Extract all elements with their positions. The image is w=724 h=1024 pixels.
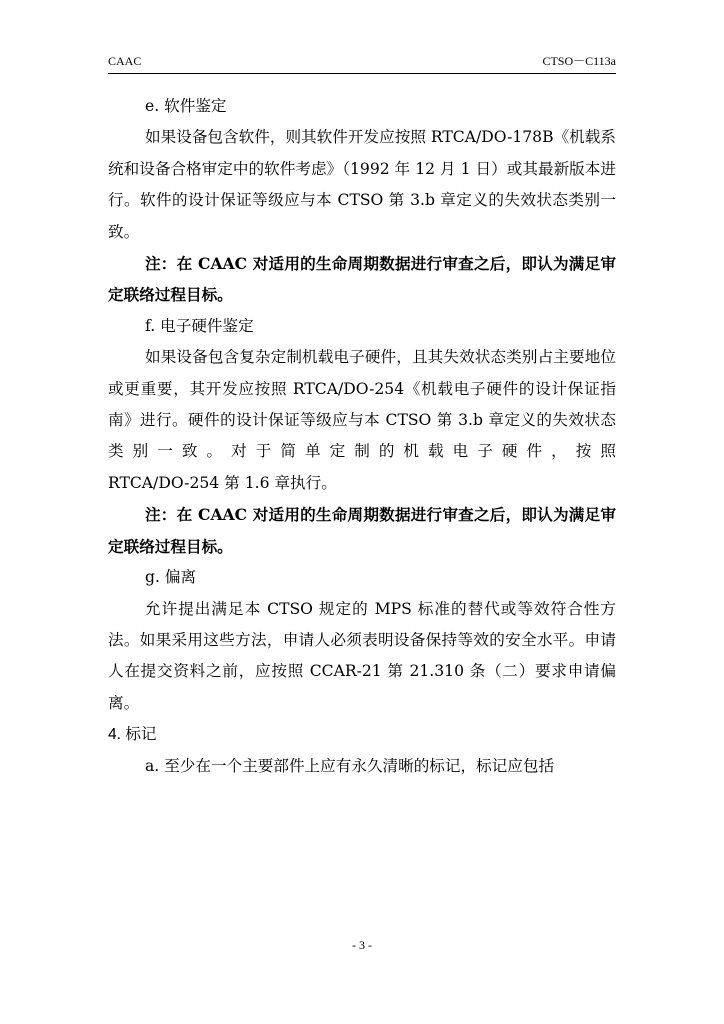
section-f-paragraph: 如果设备包含复杂定制机载电子硬件，且其失效状态类别占主要地位或更重要，其开发应按照 RTCA/DO-254《机载电子硬件的设计保证指南》进行。硬件的设计保证等级应与本 CTSO 第 3.b 章定义的失效状态类别一致。对于简单定制的机载电子硬件，按照: [108, 348, 616, 461]
section-f-paragraph-end: RTCA/DO-254 第 1.6 章执行。: [108, 473, 337, 492]
section-e-paragraph: 如果设备包含软件，则其软件开发应按照 RTCA/DO-178B《机载系统和设备合格审定中的软件考虑》（1992 年 12 月 1 日）或其最新版本进行。软件的设计保证等级应与本 CTSO 第 3.b 章定义的失效状态类别一致。: [108, 128, 616, 241]
section-g-paragraph: 允许提出满足本 CTSO 规定的 MPS 标准的替代或等效符合性方法。如果采用这些方法，申请人必须表明设备保持等效的安全水平。申请人在提交资料之前，应按照 CCAR-21 第 21.310 条（二）要求申请偏离。: [108, 599, 616, 712]
note-e: 注：在 CAAC 对适用的生命周期数据进行审查之后，即认为满足审定联络过程目标。: [108, 254, 616, 305]
section-g-heading: g. 偏离: [145, 568, 197, 587]
section-e-heading: e. 软件鉴定: [145, 97, 227, 115]
section-4a-paragraph: a. 至少在一个主要部件上应有永久清晰的标记，标记应包括: [145, 756, 555, 775]
header-right: CTSO－C113a: [542, 54, 616, 68]
section-f-heading: f. 电子硬件鉴定: [145, 316, 254, 335]
page-number: - 3 -: [352, 938, 372, 952]
header-left: CAAC: [108, 54, 142, 68]
note-f: 注：在 CAAC 对适用的生命周期数据进行审查之后，即认为满足审定联络过程目标。: [108, 505, 616, 556]
section-4-heading: 4. 标记: [108, 726, 157, 744]
page-body: [108, 91, 616, 782]
page-header: [108, 51, 616, 74]
